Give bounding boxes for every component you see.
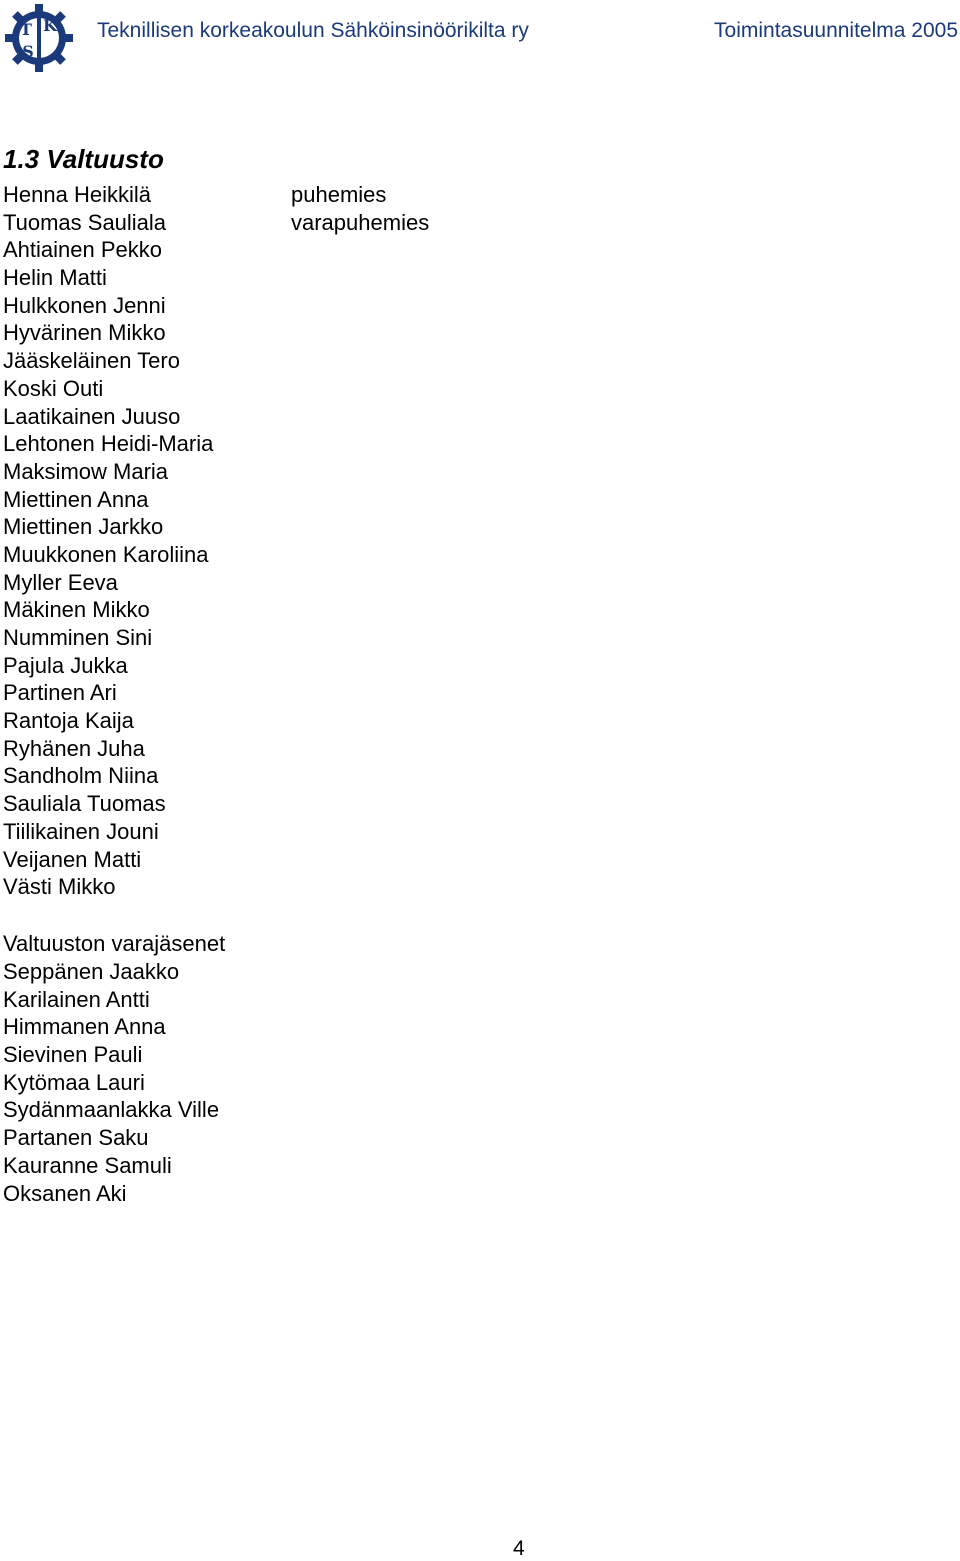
member-name: Tiilikainen Jouni — [3, 818, 159, 844]
member-role: puhemies — [291, 182, 387, 207]
deputy-members-heading: Valtuuston varajäsenet — [3, 931, 226, 956]
member-name: Sandholm Niina — [3, 763, 159, 789]
council-member-row — [3, 458, 463, 486]
deputy-member-name: Kytömaa Lauri — [3, 1069, 145, 1095]
member-name: Ahtiainen Pekko — [3, 237, 162, 263]
council-member-row — [3, 292, 463, 320]
council-member-row — [3, 319, 463, 347]
member-name: Tuomas Sauliala — [3, 209, 167, 235]
member-name: Rantoja Kaija — [3, 708, 134, 734]
council-member-row — [3, 486, 463, 514]
member-name: Sauliala Tuomas — [3, 791, 166, 817]
member-name: Ryhänen Juha — [3, 735, 145, 761]
council-member-row — [3, 735, 463, 763]
council-member-row — [3, 707, 463, 735]
member-name: Jääskeläinen Tero — [3, 348, 180, 374]
member-name: Myller Eeva — [3, 569, 118, 595]
member-name: Laatikainen Juuso — [3, 403, 181, 429]
council-member-row — [3, 679, 463, 707]
deputy-member-name: Kauranne Samuli — [3, 1152, 172, 1178]
council-member-row — [3, 790, 463, 818]
member-name: Hyvärinen Mikko — [3, 320, 166, 346]
council-member-row — [3, 652, 463, 680]
guild-logo — [4, 3, 74, 73]
council-member-row — [3, 181, 463, 209]
member-name: Partinen Ari — [3, 680, 117, 706]
council-member-row — [3, 846, 463, 874]
deputy-member-name: Himmanen Anna — [3, 1014, 166, 1040]
svg-text:K: K — [43, 16, 57, 35]
council-member-row — [3, 209, 463, 237]
member-name: Maksimow Maria — [3, 458, 169, 484]
council-member-row — [3, 541, 463, 569]
deputy-member-name: Sievinen Pauli — [3, 1042, 143, 1068]
deputy-member-name: Karilainen Antti — [3, 986, 150, 1012]
member-name: Lehtonen Heidi-Maria — [3, 431, 214, 457]
deputy-member-name: Seppänen Jaakko — [3, 959, 180, 984]
council-member-row — [3, 762, 463, 790]
section-heading: 1.3 Valtuusto — [3, 144, 164, 174]
member-name: Miettinen Anna — [3, 486, 149, 512]
council-member-row — [3, 818, 463, 846]
member-name: Mäkinen Mikko — [3, 597, 150, 623]
council-member-row — [3, 596, 463, 624]
council-member-row — [3, 236, 463, 264]
council-member-list — [3, 181, 463, 901]
deputy-member-name: Sydänmaanlakka Ville — [3, 1097, 220, 1123]
council-member-row — [3, 569, 463, 597]
member-name: Koski Outi — [3, 375, 104, 401]
organization-name: Teknillisen korkeakoulun Sähköinsinöörikilta ry — [97, 19, 529, 42]
council-member-row — [3, 403, 463, 431]
deputy-member-list — [3, 958, 219, 1207]
council-member-row — [3, 430, 463, 458]
page-number: 4 — [513, 1537, 525, 1560]
deputy-member-name: Oksanen Aki — [3, 1180, 127, 1206]
svg-text:T: T — [20, 20, 32, 39]
deputy-member-name: Partanen Saku — [3, 1125, 149, 1151]
svg-text:S: S — [22, 42, 34, 61]
document-title: Toimintasuunnitelma 2005 — [714, 19, 958, 42]
council-member-row — [3, 264, 463, 292]
member-name: Numminen Sini — [3, 625, 153, 650]
member-name: Miettinen Jarkko — [3, 514, 164, 540]
member-name: Helin Matti — [3, 265, 107, 291]
member-name: Henna Heikkilä — [3, 182, 151, 207]
member-name: Pajula Jukka — [3, 652, 128, 678]
member-role: varapuhemies — [291, 209, 430, 235]
member-name: Muukkonen Karoliina — [3, 541, 209, 567]
council-member-row — [3, 347, 463, 375]
member-name: Västi Mikko — [3, 874, 116, 900]
member-name: Hulkkonen Jenni — [3, 292, 166, 318]
council-member-row — [3, 513, 463, 541]
council-member-row — [3, 873, 463, 901]
council-member-row — [3, 375, 463, 403]
member-name: Veijanen Matti — [3, 846, 142, 872]
council-member-row — [3, 624, 463, 652]
